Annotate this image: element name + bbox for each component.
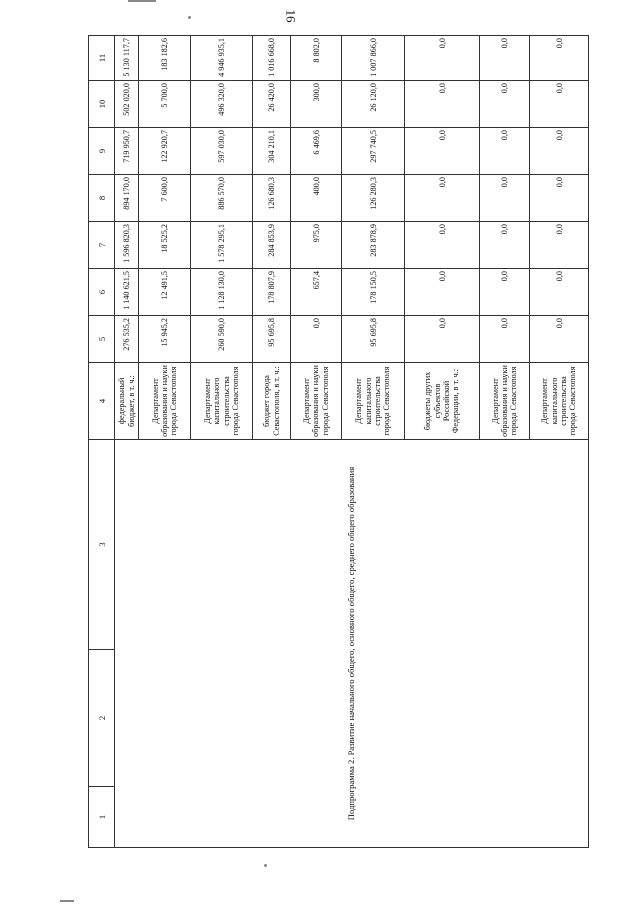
value-cell: 178 807,9	[253, 269, 291, 316]
value-cell: 0,0	[530, 175, 589, 222]
header-cell: 8	[89, 175, 115, 222]
value-cell: 0,0	[480, 81, 530, 128]
value-cell: 1 140 621,5	[115, 269, 139, 316]
value-cell: 284 853,9	[253, 222, 291, 269]
value-cell: 400,0	[291, 175, 342, 222]
value-cell: 0,0	[405, 175, 480, 222]
scan-mark	[128, 0, 156, 2]
header-cell: 10	[89, 81, 115, 128]
value-cell: 15 945,2	[139, 316, 191, 363]
value-cell: 1 596 820,3	[115, 222, 139, 269]
value-cell: 95 695,8	[253, 316, 291, 363]
header-cell: 7	[89, 222, 115, 269]
value-cell: 0,0	[480, 128, 530, 175]
value-cell: 0,0	[530, 36, 589, 81]
value-cell: 0,0	[530, 128, 589, 175]
value-cell: 0,0	[405, 128, 480, 175]
value-cell: 1 128 130,0	[191, 269, 253, 316]
value-cell: 95 695,8	[342, 316, 405, 363]
value-cell: 12 491,5	[139, 269, 191, 316]
header-cell: 3	[89, 440, 115, 650]
value-cell: 502 020,0	[115, 81, 139, 128]
value-cell: 496 320,0	[191, 81, 253, 128]
funding-source: Департамент образования и науки города Севастополя	[291, 363, 342, 440]
rotated-table-wrapper	[88, 36, 578, 848]
value-cell: 1 578 295,1	[191, 222, 253, 269]
header-cell: 9	[89, 128, 115, 175]
header-cell: 6	[89, 269, 115, 316]
value-cell: 18 525,2	[139, 222, 191, 269]
value-cell: 597 030,0	[191, 128, 253, 175]
value-cell: 5 700,0	[139, 81, 191, 128]
header-cell: 4	[89, 363, 115, 440]
value-cell: 0,0	[480, 269, 530, 316]
funding-source: Департамент образования и науки города Севастополя	[139, 363, 191, 440]
funding-source: Департамент капитального строительства города Севастополя	[191, 363, 253, 440]
value-cell: 0,0	[530, 81, 589, 128]
value-cell: 0,0	[530, 316, 589, 363]
value-cell: 0,0	[480, 36, 530, 81]
value-cell: 7 600,0	[139, 175, 191, 222]
value-cell: 1 016 668,0	[253, 36, 291, 81]
funding-source: бюджет города Севастополя, в т. ч.:	[253, 363, 291, 440]
scan-mark	[60, 900, 74, 902]
budget-table	[88, 35, 589, 848]
value-cell: 26 420,0	[253, 81, 291, 128]
value-cell: 975,0	[291, 222, 342, 269]
value-cell: 0,0	[480, 316, 530, 363]
header-cell: 1	[89, 787, 115, 848]
funding-source: бюджеты других субъектов Российской Федерации, в т. ч.:	[405, 363, 480, 440]
value-cell: 283 878,9	[342, 222, 405, 269]
value-cell: 4 946 935,1	[191, 36, 253, 81]
value-cell: 719 950,7	[115, 128, 139, 175]
value-cell: 300,0	[291, 81, 342, 128]
value-cell: 126 280,3	[342, 175, 405, 222]
value-cell: 0,0	[291, 316, 342, 363]
value-cell: 260 590,0	[191, 316, 253, 363]
header-cell: 5	[89, 316, 115, 363]
value-cell: 0,0	[405, 36, 480, 81]
value-cell: 1 007 866,0	[342, 36, 405, 81]
value-cell: 304 210,1	[253, 128, 291, 175]
value-cell: 276 535,2	[115, 316, 139, 363]
value-cell: 0,0	[405, 81, 480, 128]
value-cell: 26 120,0	[342, 81, 405, 128]
value-cell: 0,0	[530, 269, 589, 316]
value-cell: 5 130 117,7	[115, 36, 139, 81]
value-cell: 0,0	[405, 222, 480, 269]
value-cell: 183 182,6	[139, 36, 191, 81]
value-cell: 657,4	[291, 269, 342, 316]
value-cell: 297 740,5	[342, 128, 405, 175]
header-row	[89, 36, 115, 848]
value-cell: 886 570,0	[191, 175, 253, 222]
value-cell: 8 802,0	[291, 36, 342, 81]
value-cell: 178 150,5	[342, 269, 405, 316]
value-cell: 894 170,0	[115, 175, 139, 222]
subprogram-title: Подпрограмма 2. Развитие начального общего, основного общего, среднего общего образования	[115, 440, 589, 848]
funding-source: Департамент образования и науки города Севастополя	[480, 363, 530, 440]
value-cell: 122 920,7	[139, 128, 191, 175]
value-cell: 126 680,3	[253, 175, 291, 222]
scan-mark	[188, 16, 191, 19]
funding-source: федеральный бюджет, в т. ч.:	[115, 363, 139, 440]
value-cell: 0,0	[405, 269, 480, 316]
value-cell: 0,0	[480, 222, 530, 269]
header-cell: 11	[89, 36, 115, 81]
funding-source: Департамент капитального строительства города Севастополя	[342, 363, 405, 440]
page-number: 16	[283, 9, 299, 23]
scan-mark	[264, 864, 267, 867]
funding-source: Департамент капитального строительства города Севастополя	[530, 363, 589, 440]
value-cell: 0,0	[405, 316, 480, 363]
table-row	[115, 36, 139, 848]
value-cell: 0,0	[480, 175, 530, 222]
value-cell: 6 469,6	[291, 128, 342, 175]
value-cell: 0,0	[530, 222, 589, 269]
header-cell: 2	[89, 650, 115, 787]
